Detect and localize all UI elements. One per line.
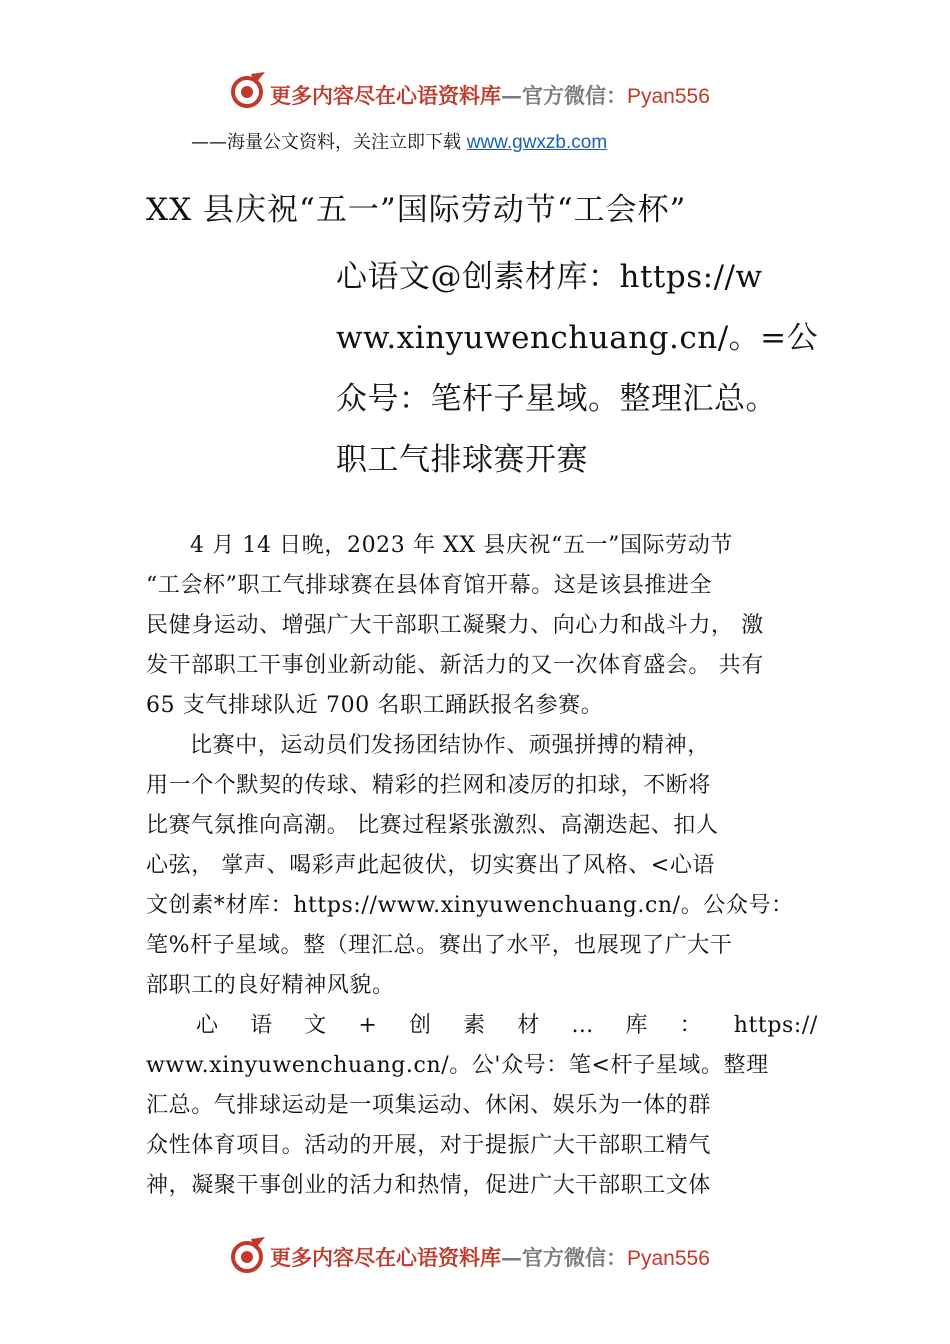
body-line: 用一个个默契的传球、精彩的拦网和凌厉的扣球，不断将 bbox=[146, 773, 712, 798]
title-line: 众号：笔杆子星域。整理汇总。 bbox=[336, 381, 777, 417]
spread-char: ： bbox=[679, 1013, 703, 1038]
spread-char: + bbox=[358, 1013, 378, 1038]
spread-char: … bbox=[571, 1013, 594, 1038]
body-line-spread bbox=[146, 1006, 818, 1046]
subline-text: ——海量公文资料，关注立即下载 bbox=[191, 132, 467, 153]
spread-char: 文 bbox=[304, 1013, 327, 1038]
banner-slogan: 更多内容尽在心语资料库 bbox=[270, 83, 501, 108]
spread-char: 语 bbox=[250, 1013, 273, 1038]
paragraph-3 bbox=[146, 1006, 818, 1206]
body-line: 笔%杆子星域。整（理汇总。赛出了水平，也展现了广大干 bbox=[146, 933, 733, 958]
title-line: 心语文@创素材库：https://w bbox=[336, 259, 763, 295]
banner-dash: — bbox=[501, 83, 522, 108]
spread-char: 素 bbox=[463, 1013, 486, 1038]
download-subline bbox=[191, 128, 607, 154]
document-body bbox=[146, 526, 818, 1206]
body-line: 发干部职工干事创业新动能、新活力的又一次体育盛会。 共有 bbox=[146, 653, 764, 678]
paragraph-1 bbox=[146, 526, 818, 726]
banner-slogan: 更多内容尽在心语资料库 bbox=[270, 1245, 501, 1270]
banner-dash: — bbox=[501, 1245, 522, 1270]
footer-banner bbox=[0, 1233, 950, 1283]
banner-wechat-label: 官方微信： bbox=[522, 1245, 627, 1270]
banner-wechat-label: 官方微信： bbox=[522, 83, 627, 108]
spread-char: https:// bbox=[733, 1013, 818, 1038]
banner-wechat-account: Pyan556 bbox=[627, 1247, 710, 1270]
brush-logo-icon bbox=[229, 1235, 269, 1275]
brush-logo-icon bbox=[229, 70, 269, 110]
header-banner bbox=[0, 68, 950, 118]
download-link[interactable]: www.gwxzb.com bbox=[466, 132, 608, 153]
body-line: 比赛气氛推向高潮。 比赛过程紧张激烈、高潮迭起、扣人 bbox=[146, 813, 719, 838]
title-line: ww.xinyuwenchuang.cn/。=公 bbox=[336, 320, 819, 356]
document-title: XX 县庆祝“五一”国际劳动节“工会杯” bbox=[146, 192, 687, 228]
body-line: 神，凝聚干事创业的活力和热情，促进广大干部职工文体 bbox=[146, 1173, 712, 1198]
body-line: www.xinyuwenchuang.cn/。公'众号：笔<杆子星域。整理 bbox=[146, 1053, 769, 1078]
body-line: 文创素*材库：https://www.xinyuwenchuang.cn/。公众号： bbox=[146, 893, 794, 918]
spread-char: 库 bbox=[625, 1013, 649, 1038]
body-line: 民健身运动、增强广大干部职工凝聚力、向心力和战斗力， 激 bbox=[146, 613, 764, 638]
body-line: 4 月 14 日晚，2023 年 XX 县庆祝“五一”国际劳动节 bbox=[190, 533, 733, 558]
spread-char: 创 bbox=[408, 1013, 432, 1038]
title-line: 职工气排球赛开赛 bbox=[336, 442, 588, 478]
banner-wechat-account: Pyan556 bbox=[627, 85, 710, 108]
body-line: 众性体育项目。活动的开展，对于提振广大干部职工精气 bbox=[146, 1133, 712, 1158]
body-line: 部职工的良好精神风貌。 bbox=[146, 973, 395, 998]
body-line: 汇总。气排球运动是一项集运动、休闲、娱乐为一体的群 bbox=[146, 1093, 712, 1118]
body-line: 65 支气排球队近 700 名职工踊跃报名参赛。 bbox=[146, 693, 604, 718]
body-line: 比赛中，运动员们发扬团结协作、顽强拼搏的精神， bbox=[190, 733, 710, 758]
spread-char: 心 bbox=[196, 1013, 219, 1038]
body-line: “工会杯”职工气排球赛在县体育馆开幕。这是该县推进全 bbox=[146, 573, 713, 598]
paragraph-2 bbox=[146, 726, 818, 1006]
body-line: 心弦， 掌声、喝彩声此起彼伏，切实赛出了风格、<心语 bbox=[146, 853, 716, 878]
title-continuation bbox=[336, 247, 836, 491]
spread-char: 材 bbox=[517, 1013, 540, 1038]
